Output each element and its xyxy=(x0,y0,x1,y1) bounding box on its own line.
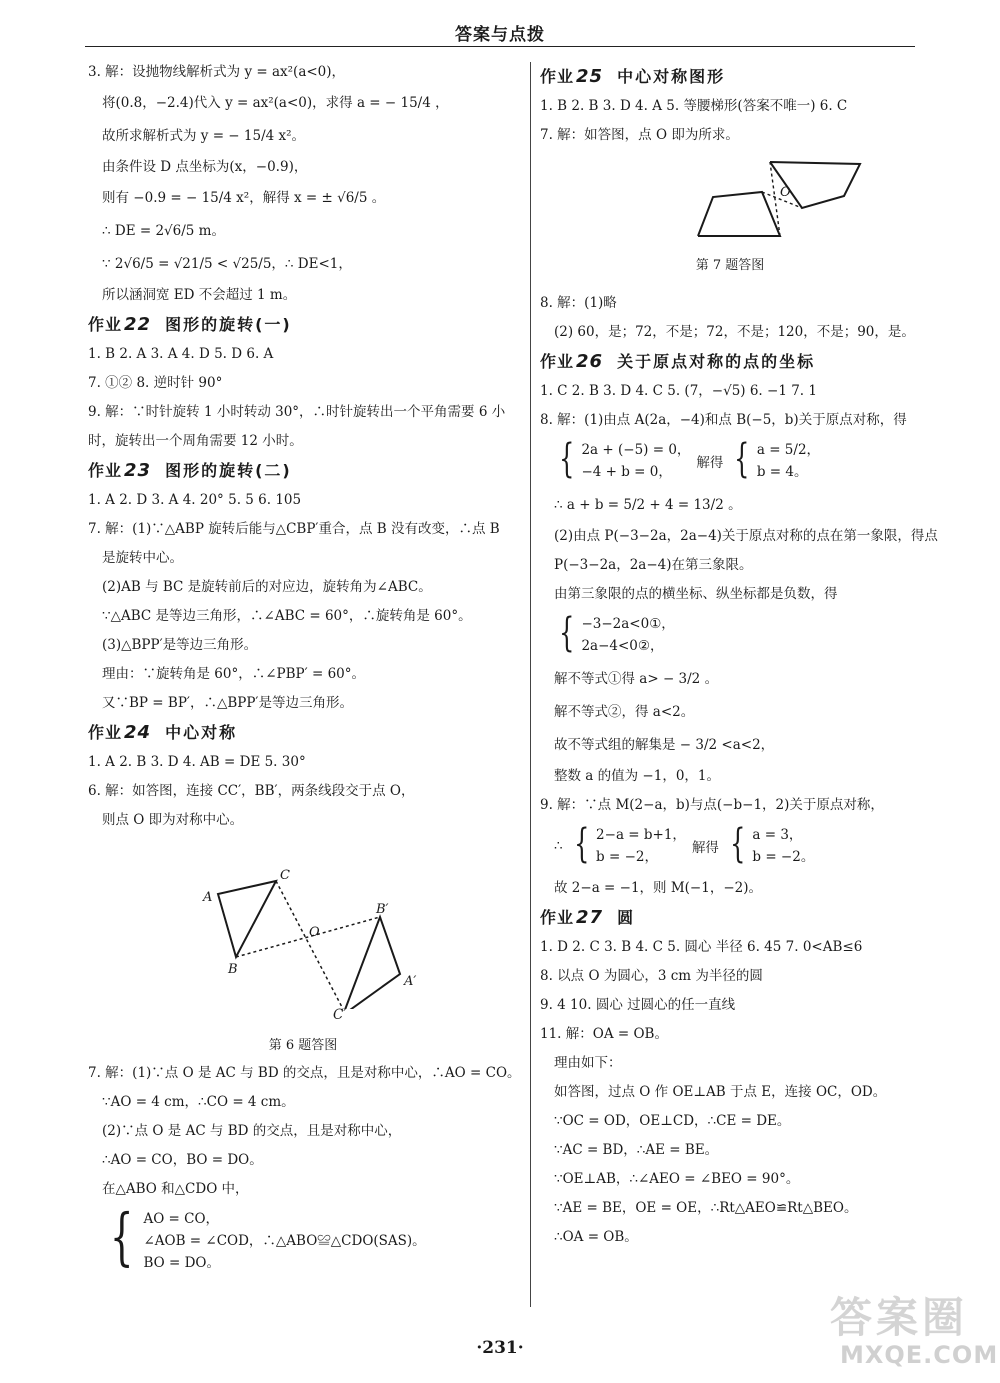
s22-line-1: 1. B 2. A 3. A 4. D 5. D 6. A xyxy=(88,346,274,362)
system-line-4: b = −2。 xyxy=(752,849,815,865)
section-label: 作业 xyxy=(540,908,575,927)
watermark-text-cn: 答案圈 xyxy=(830,1293,969,1342)
page-header-title: 答案与点拨 xyxy=(455,25,545,45)
equation-system-sas xyxy=(88,1200,518,1274)
label-c-prime: C′ xyxy=(333,1007,347,1023)
system-lines xyxy=(143,1208,425,1274)
s27-line-11: ∴OA = OB。 xyxy=(554,1229,638,1245)
s23-line-3: 是旋转中心。 xyxy=(102,550,183,566)
section-label: 作业 xyxy=(88,315,123,334)
segment-bb-prime xyxy=(236,917,380,957)
s26-line-7: 解不等式①得 a> − 3/2 。 xyxy=(554,671,719,687)
q3-line-3: 故所求解析式为 y = − 15/4 x²。 xyxy=(102,128,306,144)
inequality-system xyxy=(540,610,920,657)
s23-line-2: 7. 解：(1)∵△ABP 旋转后能与△CBP′重合，点 B 没有改变，∴点 B xyxy=(88,521,500,537)
segment-cc-prime xyxy=(276,881,343,1009)
system-line-2: ∠AOB = ∠COD，∴△ABO≌△CDO(SAS)。 xyxy=(143,1233,426,1249)
system-line-3: a = 5/2， xyxy=(756,442,821,458)
s26-line-3: ∴ a + b = 5/2 + 4 = 13/2 。 xyxy=(554,497,742,513)
s25-line-2: 7. 解：如答图，点 O 即为所求。 xyxy=(540,127,739,143)
triangle-a-b-c-prime xyxy=(343,917,400,1009)
system-line-2: b = −2， xyxy=(596,849,658,865)
figure-q6-caption: 第 6 题答图 xyxy=(268,1038,338,1053)
section-number: 26 xyxy=(576,351,604,372)
label-o: O xyxy=(309,925,320,940)
s23-line-8: 又∵BP = BP′，∴△BPP′是等边三角形。 xyxy=(102,695,354,711)
s27-line-9: ∵OE⊥AB，∴∠AEO = ∠BEO = 90°。 xyxy=(554,1171,800,1187)
brace-icon: { xyxy=(559,436,575,482)
q3-line-6: ∴ DE = 2√6/5 m。 xyxy=(102,223,225,239)
system-line-1: 2a + (−5) = 0， xyxy=(581,442,691,458)
s26-line-8: 解不等式②，得 a<2。 xyxy=(554,704,695,720)
watermark-text-url: MXQE.COM xyxy=(840,1341,999,1369)
s27-line-5: 理由如下： xyxy=(554,1055,622,1071)
figure-q6-drawing xyxy=(88,839,518,1009)
s25-line-3: 8. 解：(1)略 xyxy=(540,295,617,311)
label-c-prime-row xyxy=(88,1005,518,1025)
section-label: 作业 xyxy=(540,67,575,86)
section-heading-26 xyxy=(540,351,920,373)
s22-line-4: 时，旋转出一个周角需要 12 小时。 xyxy=(88,433,303,449)
s22-line-2: 7. ①② 8. 逆时针 90° xyxy=(88,375,223,391)
s26-line-11: 9. 解：∵点 M(2−a，b)与点(−b−1，2)关于原点对称， xyxy=(540,797,884,813)
s26-line-5: P(−3−2a，2a−4)在第三象限。 xyxy=(554,557,753,573)
s22-line-3: 9. 解：∵时针旋转 1 小时转动 30°，∴时针旋转出一个平角需要 6 小 xyxy=(88,404,506,420)
figure-q6 xyxy=(88,839,518,1009)
q3-line-2: 将(0.8，−2.4)代入 y = ax²(a<0)，求得 a = − 15/4 ， xyxy=(102,95,449,111)
triangle-abc xyxy=(218,881,276,957)
section-heading-23 xyxy=(88,460,518,482)
system-lines xyxy=(757,439,820,483)
section-title: 图形的旋转(一) xyxy=(165,315,292,334)
therefore-symbol: ∴ xyxy=(554,838,563,854)
label-b-prime: B′ xyxy=(376,902,389,917)
q3-line-8: 所以涵洞宽 ED 不会超过 1 m。 xyxy=(102,287,297,303)
s26-line-4: (2)由点 P(−3−2a，2a−4)关于原点对称的点在第一象限，得点 xyxy=(554,528,938,544)
system-lines xyxy=(596,824,686,868)
section-label: 作业 xyxy=(88,461,123,480)
section-number: 25 xyxy=(576,66,604,87)
section-heading-22 xyxy=(88,314,518,336)
s24-line-7: ∴AO = CO，BO = DO。 xyxy=(102,1152,263,1168)
system-lines xyxy=(752,824,814,868)
system-line-2: 2a−4<0②， xyxy=(581,638,664,654)
section-title: 圆 xyxy=(617,908,636,927)
s27-line-2: 8. 以点 O 为圆心，3 cm 为半径的圆 xyxy=(540,968,763,984)
s26-line-9: 故不等式组的解集是 − 3/2 <a<2， xyxy=(554,737,775,753)
trapezoid-lower-left xyxy=(698,192,780,236)
label-a: A xyxy=(203,890,213,905)
s24-line-6: (2)∵点 O 是 AC 与 BD 的交点，且是对称中心， xyxy=(102,1123,402,1139)
s26-line-12: 故 2−a = −1，则 M(−1，−2)。 xyxy=(554,880,762,896)
s27-line-8: ∵AC = BD，∴AE = BE。 xyxy=(554,1142,719,1158)
label-c: C xyxy=(280,868,290,883)
right-column xyxy=(540,62,938,1256)
q3-line-5: 则有 −0.9 = − 15/4 x²，解得 x = ± √6/5 。 xyxy=(102,190,386,206)
system-line-3: BO = DO。 xyxy=(143,1255,220,1271)
s27-line-4: 11. 解：OA = OB。 xyxy=(540,1026,668,1042)
system-line-2: −4 + b = 0， xyxy=(581,464,672,480)
q3-line-4: 由条件设 D 点坐标为(x，−0.9)， xyxy=(102,159,308,175)
equation-system-a xyxy=(540,436,920,483)
section-label: 作业 xyxy=(88,723,123,742)
s27-line-1: 1. D 2. C 3. B 4. C 5. 圆心 半径 6. 45 7. 0<AB≤6 xyxy=(540,939,863,955)
s26-line-10: 整数 a 的值为 −1，0，1。 xyxy=(554,768,721,784)
s26-line-2: 8. 解：(1)由点 A(2a，−4)和点 B(−5，b)关于原点对称，得 xyxy=(540,412,907,428)
watermark-logo xyxy=(820,1285,999,1375)
system-line-3: a = 3， xyxy=(752,827,803,843)
s23-line-7: 理由：∵旋转角是 60°，∴∠PBP′ = 60°。 xyxy=(102,666,366,682)
section-title: 中心对称 xyxy=(165,723,238,742)
section-title: 关于原点对称的点的坐标 xyxy=(617,352,816,371)
s25-line-4: (2) 60，是；72，不是；72，不是；120，不是；90，是。 xyxy=(554,324,915,340)
equation-system-c xyxy=(540,821,920,868)
column-divider xyxy=(530,62,531,1307)
brace-icon: { xyxy=(734,436,750,482)
s24-line-3: 则点 O 即为对称中心。 xyxy=(102,812,244,828)
system-lines xyxy=(581,439,690,483)
section-number: 22 xyxy=(124,314,152,335)
q3-line-7: ∵ 2√6/5 = √21/5 < √25/5，∴ DE<1， xyxy=(102,256,352,272)
figure-q7-caption: 第 7 题答图 xyxy=(695,258,765,273)
section-number: 24 xyxy=(124,722,152,743)
s26-line-1: 1. C 2. B 3. D 4. C 5. (7，−√5) 6. −1 7. 1 xyxy=(540,383,817,399)
s25-line-1: 1. B 2. B 3. D 4. A 5. 等腰梯形(答案不唯一) 6. C xyxy=(540,98,848,114)
page-number: ·231· xyxy=(476,1338,524,1358)
section-number: 27 xyxy=(576,907,604,928)
brace-icon: { xyxy=(109,1200,134,1273)
section-title: 中心对称图形 xyxy=(617,67,726,86)
s24-line-1: 1. A 2. B 3. D 4. AB = DE 5. 30° xyxy=(88,754,306,770)
label-o: O xyxy=(780,185,791,200)
s23-line-4: (2)AB 与 BC 是旋转前后的对应边，旋转角为∠ABC。 xyxy=(102,579,432,595)
brace-icon: { xyxy=(559,610,575,656)
s24-line-4: 7. 解：(1)∵点 O 是 AC 与 BD 的交点，且是对称中心，∴AO = CO。 xyxy=(88,1065,521,1081)
q3-line-1: 3. 解：设抛物线解析式为 y = ax²(a<0)， xyxy=(88,64,346,80)
s24-line-5: ∵AO = 4 cm，∴CO = 4 cm。 xyxy=(102,1094,295,1110)
header-rule xyxy=(85,46,915,47)
s23-line-6: (3)△BPP′是等边三角形。 xyxy=(102,637,258,653)
label-a-prime: A′ xyxy=(404,974,417,989)
section-label: 作业 xyxy=(540,352,575,371)
section-heading-27 xyxy=(540,907,920,929)
s27-line-10: ∵AE = BE，OE = OE，∴Rt△AEO≌Rt△BEO。 xyxy=(554,1200,858,1216)
figure-q7-drawing xyxy=(540,154,920,246)
label-b: B xyxy=(228,962,238,977)
s27-line-3: 9. 4 10. 圆心 过圆心的任一直线 xyxy=(540,997,736,1013)
section-title: 图形的旋转(二) xyxy=(165,461,292,480)
left-column xyxy=(88,62,521,1284)
s23-line-5: ∵△ABC 是等边三角形，∴∠ABC = 60°，∴旋转角是 60°。 xyxy=(102,608,472,624)
brace-icon: { xyxy=(573,821,589,867)
system-line-1: AO = CO， xyxy=(143,1211,220,1227)
s24-line-2: 6. 解：如答图，连接 CC′，BB′，两条线段交于点 O， xyxy=(88,783,415,799)
section-heading-24 xyxy=(88,722,518,744)
system-lines xyxy=(581,613,674,657)
brace-icon: { xyxy=(730,821,746,867)
s23-line-1: 1. A 2. D 3. A 4. 20° 5. 5 6. 105 xyxy=(88,492,302,508)
section-number: 23 xyxy=(124,460,152,481)
system-line-1: 2−a = b+1， xyxy=(596,827,686,843)
section-heading-25 xyxy=(540,66,920,88)
system-solve-label: 解得 xyxy=(691,840,719,856)
s27-line-6: 如答图，过点 O 作 OE⊥AB 于点 E，连接 OC，OD。 xyxy=(554,1084,887,1100)
system-line-1: −3−2a<0①， xyxy=(581,616,675,632)
figure-q7 xyxy=(540,154,920,246)
s27-line-7: ∵OC = OD，OE⊥CD，∴CE = DE。 xyxy=(554,1113,791,1129)
s26-line-6: 由第三象限的点的横坐标、纵坐标都是负数，得 xyxy=(554,586,838,602)
system-line-4: b = 4。 xyxy=(756,464,808,480)
system-solve-label: 解得 xyxy=(696,455,724,471)
s24-line-8: 在△ABO 和△CDO 中， xyxy=(102,1181,249,1197)
